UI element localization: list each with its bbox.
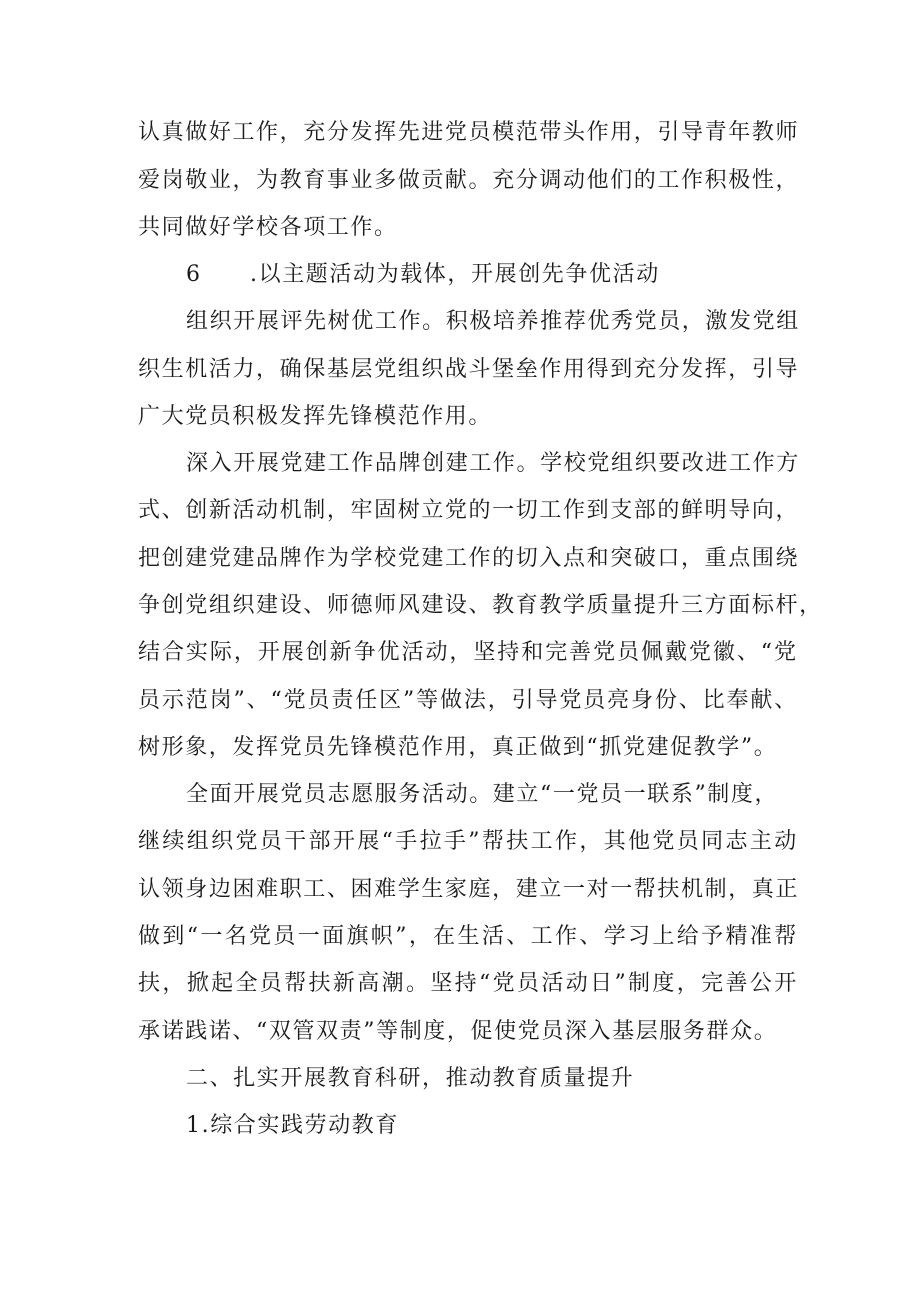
section-heading-2: 二、扎实开展教育科研，推动教育质量提升: [186, 1066, 635, 1091]
body-text-line: 共同做好学校各项工作。: [138, 215, 398, 240]
body-text-line: 全面开展党员志愿服务活动。建立“一党员一联系”制度，: [186, 782, 779, 807]
body-text-line: 把 创 建 党 建 品 牌 作 为 学 校 党 建 工 作 的 切 入 点 和 突 破 口 ， 重 点 围 绕: [138, 546, 800, 571]
body-text-line: 组 织 开 展 评 先 树 优 工 作 。 积 极 培 养 推 荐 优 秀 党 员 ， 激 发 党 组: [186, 309, 800, 334]
body-text-line: 做 到 “ 一 名 党 员 一 面 旗 帜 ” ， 在 生 活 、 工 作 、 学 习 上 给 予 精 准 帮: [138, 924, 798, 949]
body-text-line: 织 生 机 活 力 ， 确 保 基 层 党 组 织 战 斗 堡 垒 作 用 得 到 充 分 发 挥 ， 引 导: [138, 357, 800, 382]
body-text-line: 爱 岗 敬 业 ， 为 教 育 事 业 多 做 贡 献 。 充 分 调 动 他 们 的 工 作 积 极 性 ，: [138, 168, 800, 193]
body-text-line: 扶 ， 掀 起 全 员 帮 扶 新 高 潮 。 坚 持 “ 党 员 活 动 日 ” 制 度 ， 完 善 公 开: [138, 971, 798, 996]
body-text-line: 承诺践诺、“双管双责”等制度，促使党员深入基层服务群众。: [138, 1019, 778, 1044]
subsection-heading-1: 1.综合实践劳动教育: [186, 1113, 399, 1138]
body-text-line: 认 真 做 好 工 作 ， 充 分 发 挥 先 进 党 员 模 范 带 头 作 用 ， 引 导 青 年 教 师: [138, 120, 800, 145]
body-text-line: 认 领 身 边 困 难 职 工 、 困 难 学 生 家 庭 ， 建 立 一 对 一 帮 扶 机 制 ， 真 正: [138, 877, 800, 902]
section-heading-6: [186, 260, 798, 290]
body-text-line: 继 续 组 织 党 员 干 部 开 展 “ 手 拉 手 ” 帮 扶 工 作 ， 其 他 党 员 同 志 主 动: [138, 829, 798, 854]
body-text-line: 式 、 创 新 活 动 机 制 ， 牢 固 树 立 党 的 一 切 工 作 到 支 部 的 鲜 明 导 向 ，: [138, 498, 800, 523]
heading-text: .以主题活动为载体，开展创先争优活动: [250, 262, 660, 287]
body-text-line: 争 创 党 组 织 建 设 、 师 德 师 风 建 设 、 教 育 教 学 质 量 提 升 三 方 面 标 杆 ，: [138, 593, 823, 618]
heading-number: 6: [186, 262, 202, 287]
body-text-line: 员 示 范 岗 ” 、 “ 党 员 责 任 区 ” 等 做 法 ， 引 导 党 员 亮 身 份 、 比 奉 献 、: [138, 688, 798, 713]
body-text-line: 树形象，发挥党员先锋模范作用，真正做到“抓党建促教学”。: [138, 735, 778, 760]
body-text-line: 结 合 实 际 ， 开 展 创 新 争 优 活 动 ， 坚 持 和 完 善 党 员 佩 戴 党 徽 、 “ 党: [138, 640, 798, 665]
body-text-line: 广大党员积极发挥先锋模范作用。: [138, 404, 493, 429]
body-text-line: 深 入 开 展 党 建 工 作 品 牌 创 建 工 作 。 学 校 党 组 织 要 改 进 工 作 方: [186, 451, 800, 476]
